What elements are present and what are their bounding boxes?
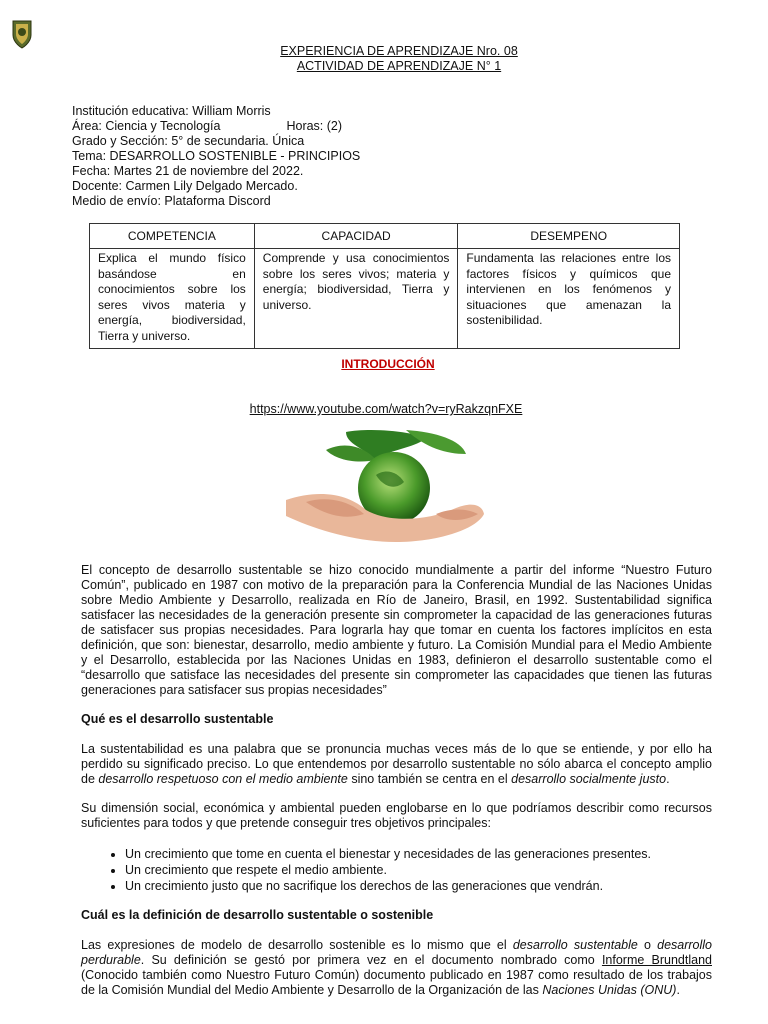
emphasis: desarrollo respetuoso con el medio ambiente [98,772,348,786]
info-tema: Tema: DESARROLLO SOSTENIBLE - PRINCIPIOS [72,149,361,163]
list-item: • Un crecimiento que respete el medio ambiente. [125,862,725,878]
info-area-row [72,119,360,134]
section2-paragraph [81,938,712,998]
info-fecha: Fecha: Martes 21 de noviembre del 2022. [72,164,304,178]
emphasis: desarrollo socialmente justo [511,772,667,786]
section1-paragraph1 [81,742,712,787]
text-run: . [666,772,670,786]
text-run: Las expresiones de modelo de desarrollo sostenible es lo mismo que el [81,938,513,952]
table-cell: Explica el mundo físico basándose en conocimientos sobre los seres vivos materia y energía, biodiversidad, Tierra y universo. [90,249,255,349]
text-run: (Conocido también como Nuestro Futuro Común) documento publicado en 1987 como resultado de los trabajos de la Comisión Mundial del Medio Ambiente y Desarrollo de la Organización de las [81,968,712,997]
table-header: COMPETENCIA [90,224,255,249]
info-docente: Docente: Carmen Lily Delgado Mercado. [72,179,298,193]
info-grado: Grado y Sección: 5° de secundaria. Única [72,134,305,148]
document-subtitle: ACTIVIDAD DE APRENDIZAJE N° 1 [296,59,502,73]
info-horas: Horas: (2) [286,119,343,133]
table-cell: Comprende y usa conocimientos sobre los seres vivos; materia y energía; biodiversidad, Tierra y universo. [254,249,458,349]
table-cell: Fundamenta las relaciones entre los factores físicos y químicos que intervienen en los fenómenos y situaciones que amenazan la sostenibilidad. [458,249,680,349]
document-title: EXPERIENCIA DE APRENDIZAJE Nro. 08 [280,44,518,58]
table-header: DESEMPENO [458,224,680,249]
info-block [72,104,360,209]
brundtland-link[interactable]: Informe Brundtland [601,953,712,967]
table-row [90,249,680,349]
text-run: . [676,983,680,997]
hands-globe-photo [286,430,484,547]
table-header-row [90,224,680,249]
info-area: Área: Ciencia y Tecnología [72,119,221,133]
info-institucion: Institución educativa: William Morris [72,104,271,118]
text-run: . Su definición se gestó por primera vez en el documento nombrado como [140,953,602,967]
list-item: • Un crecimiento que tome en cuenta el bienestar y necesidades de las generaciones presentes. [125,846,725,862]
text-run: La sustentabilidad es una palabra que se pronuncia muchas veces más de lo que se entiende, y por ello ha perdido su significado preciso. Lo que entendemos por desarrollo sustentable no sólo abarca el concepto amplio de [81,742,712,786]
text-run: o [637,938,658,952]
emphasis: desarrollo perdurable [81,938,713,967]
intro-heading: INTRODUCCIÓN [341,357,435,371]
emphasis: desarrollo sustentable [512,938,638,952]
list-item: • Un crecimiento justo que no sacrifique los derechos de las generaciones que vendrán. [125,878,725,894]
section-heading-definicion: Cuál es la definición de desarrollo sustentable o sostenible [81,908,434,922]
table-header: CAPACIDAD [254,224,458,249]
intro-paragraph: El concepto de desarrollo sustentable se hizo conocido mundialmente a partir del informe “Nuestro Futuro Común”, publicado en 1987 con motivo de la preparación para la Conferencia Mundial de las Naciones Unidas sobre Medio Ambiente y Desarrollo, realizada en Río de Janeiro, Brasil, en 1992. Sustentabilidad significa satisfacer las necesidades de la generación presente sin comprometer la capacidad de las generaciones futuras de satisfacer sus propias necesidades. Para lograrla hay que tomar en cuenta los factores implícitos en esta definición, que son: bienestar, desarrollo, medio ambiente y futuro. La Comisión Mundial para el Medio Ambiente y el Desarrollo, establecida por las Naciones Unidas en 1983, definieron el desarrollo sustentable como el “desarrollo que satisface las necesidades del presente sin comprometer las capacidades que tienen las futuras generaciones para satisfacer sus propias necesidades” [81,563,712,697]
emphasis: Naciones Unidas (ONU) [542,983,677,997]
text-run: sino también se centra en el [347,772,512,786]
competency-table [89,223,680,349]
section-heading-sustentable: Qué es el desarrollo sustentable [81,712,274,726]
objectives-list [81,846,725,894]
video-link[interactable]: https://www.youtube.com/watch?v=ryRakzqnFXE [249,402,523,416]
section1-paragraph2: Su dimensión social, económica y ambiental pueden englobarse en lo que podríamos describir como recursos suficientes para todos y que pretende conseguir tres objetivos principales: [81,801,712,830]
info-medio: Medio de envío: Plataforma Discord [72,194,271,208]
